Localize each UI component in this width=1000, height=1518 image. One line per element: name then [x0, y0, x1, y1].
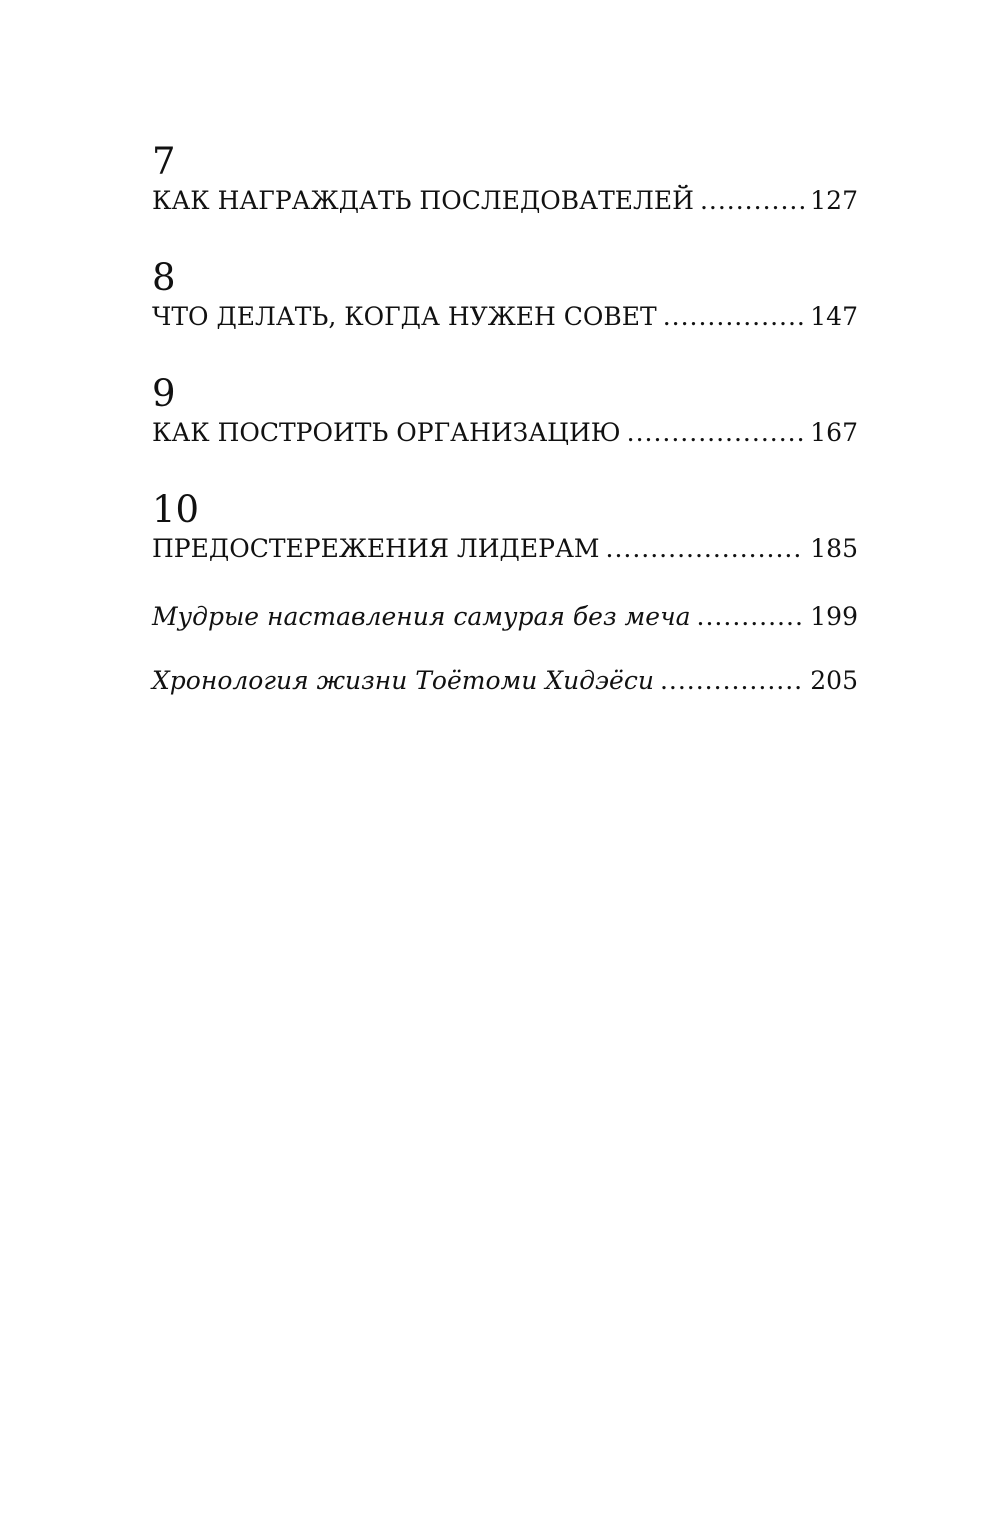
dot-leader: [660, 664, 804, 698]
toc-chapter-8: [152, 256, 858, 334]
page-number: 199: [810, 602, 858, 631]
dot-leader: [627, 416, 805, 450]
chapter-number: 9: [152, 372, 176, 415]
dot-leader: [697, 600, 805, 634]
chapter-title: КАК НАГРАЖДАТЬ ПОСЛЕДОВАТЕЛЕЙ: [152, 186, 694, 215]
toc-chapter-9: [152, 372, 858, 450]
toc-entry[interactable]: [152, 300, 858, 334]
page-number: 167: [810, 418, 858, 447]
toc-appendix-chronology[interactable]: [152, 664, 858, 698]
chapter-number: 8: [152, 256, 176, 299]
appendix-title: Хронология жизни Тоётоми Хидэёси: [152, 666, 654, 695]
toc-chapter-10: [152, 488, 858, 566]
toc-entry[interactable]: [152, 532, 858, 566]
chapter-title: КАК ПОСТРОИТЬ ОРГАНИЗАЦИЮ: [152, 418, 621, 447]
appendix-title: Мудрые наставления самурая без меча: [152, 602, 691, 631]
dot-leader: [700, 184, 804, 218]
dot-leader: [663, 300, 805, 334]
dot-leader: [606, 532, 805, 566]
chapter-number: 10: [152, 488, 200, 531]
chapter-title: ПРЕДОСТЕРЕЖЕНИЯ ЛИДЕРАМ: [152, 534, 600, 563]
page-number: 205: [810, 666, 858, 695]
toc-entry[interactable]: [152, 416, 858, 450]
page-number: 185: [810, 534, 858, 563]
chapter-title: ЧТО ДЕЛАТЬ, КОГДА НУЖЕН СОВЕТ: [152, 302, 657, 331]
toc-appendix-wise-instructions[interactable]: [152, 600, 858, 634]
table-of-contents: [152, 140, 858, 698]
toc-entry[interactable]: [152, 184, 858, 218]
page-number: 147: [810, 302, 858, 331]
toc-chapter-7: [152, 140, 858, 218]
chapter-number: 7: [152, 140, 176, 183]
page-number: 127: [810, 186, 858, 215]
